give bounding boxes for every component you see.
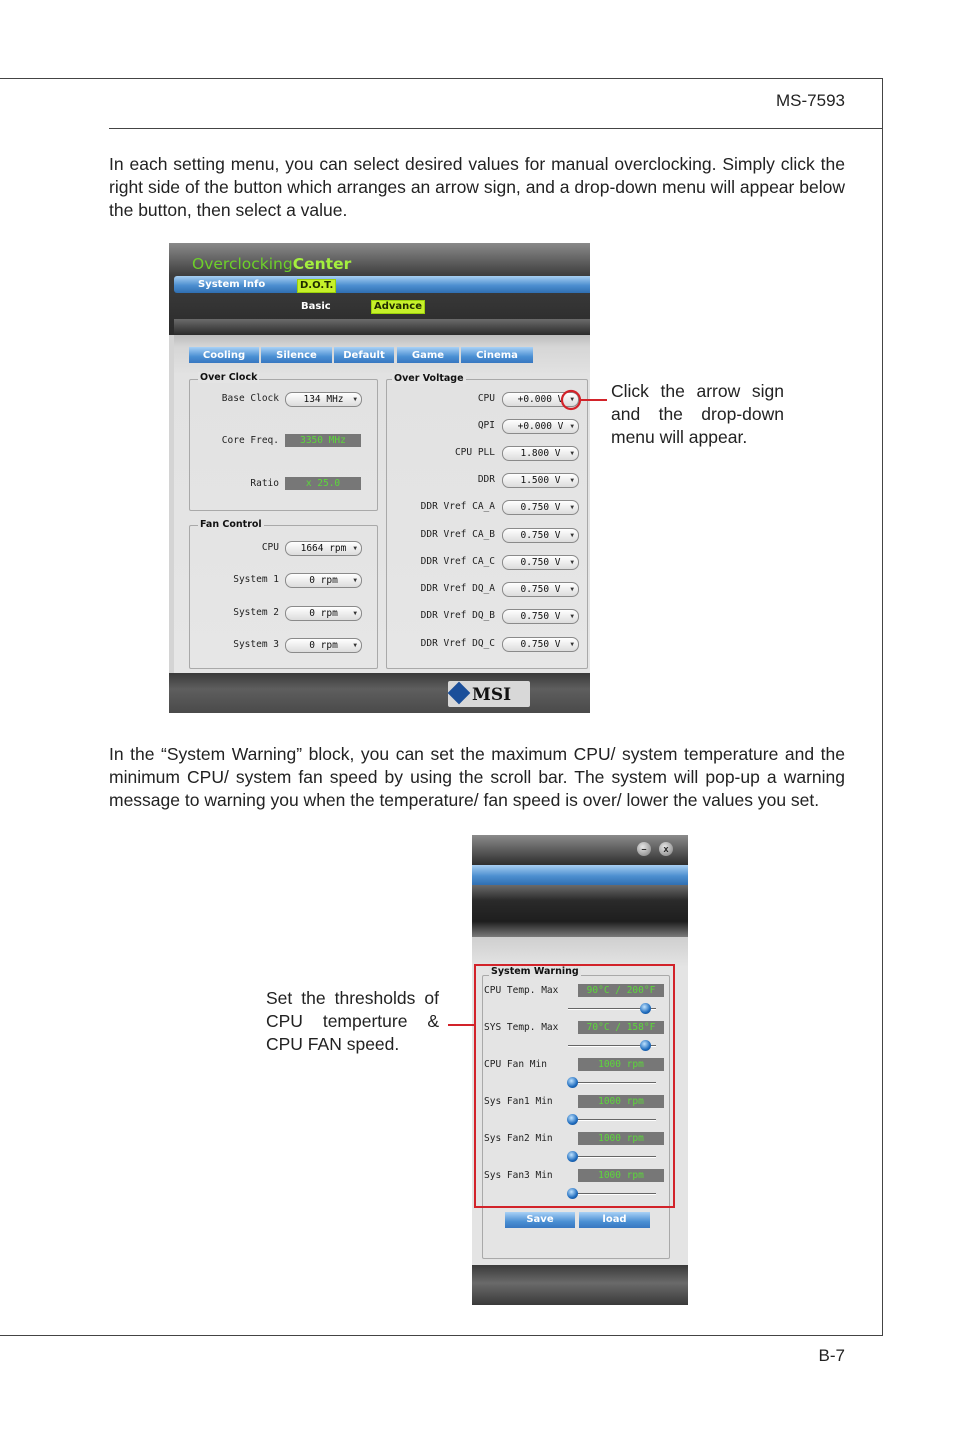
- oc-subbar: [174, 319, 590, 335]
- tab-cooling[interactable]: Cooling: [189, 347, 259, 363]
- callout2-highlight-box: [474, 964, 675, 1208]
- right-rule: [882, 78, 883, 1336]
- sw-titlebar: [472, 835, 688, 865]
- chevron-down-icon[interactable]: ▼: [570, 586, 574, 593]
- callout-dropdown-hint: Click the arrow sign and the drop-down menu will appear.: [611, 381, 784, 447]
- volt-ddr-vref-dq-b-value: 0.750 V: [520, 611, 561, 622]
- volt-ddr-vref-ca-b-label: DDR Vref CA_B: [420, 529, 495, 540]
- volt-cpu-pll-label: CPU PLL: [454, 447, 495, 458]
- chevron-down-icon[interactable]: ▼: [570, 559, 574, 566]
- fan-cpu-dropdown[interactable]: [285, 541, 362, 556]
- sw-nav-bar: [472, 865, 688, 885]
- subnav-advance[interactable]: Advance: [371, 300, 425, 314]
- chevron-down-icon[interactable]: ▼: [570, 396, 574, 403]
- fan-system2-dropdown[interactable]: [285, 606, 362, 621]
- volt-cpu-pll-value: 1.800 V: [520, 448, 561, 459]
- volt-ddr-vref-ca-c-label: DDR Vref CA_C: [420, 556, 495, 567]
- minimize-button[interactable]: –: [637, 842, 651, 856]
- sw-sub-bar: [472, 885, 688, 937]
- oc-title-part2: Center: [292, 255, 352, 273]
- core-freq-label: Core Freq.: [221, 435, 279, 446]
- volt-qpi-dropdown[interactable]: [502, 419, 579, 434]
- volt-cpu-label: CPU: [477, 393, 495, 404]
- callout-threshold-hint: Set the thresholds of CPU temperture & CPU FAN speed.: [266, 988, 439, 1054]
- nav-dot[interactable]: D.O.T.: [297, 279, 336, 293]
- warning-row-readout: 90°C / 200°F: [578, 984, 664, 997]
- base-clock-dropdown[interactable]: [285, 392, 362, 407]
- volt-qpi-value: +0.000 V: [517, 421, 564, 432]
- warning-row-label: Sys Fan1 Min: [484, 1096, 553, 1107]
- warning-row-label: Sys Fan3 Min: [484, 1170, 553, 1181]
- paragraph-dropdown-instructions: In each setting menu, you can select desired values for manual overclocking. Simply click the right side of the button which arranges an arrow sign, and a drop-down menu will appear below the button, then select a value.: [109, 154, 845, 220]
- volt-ddr-vref-dq-b-dropdown[interactable]: [502, 609, 579, 624]
- volt-ddr-vref-ca-a-dropdown[interactable]: [502, 500, 579, 515]
- fan-system3-value: 0 rpm: [309, 640, 338, 651]
- volt-cpu-pll-dropdown[interactable]: [502, 446, 579, 461]
- volt-ddr-vref-ca-a-value: 0.750 V: [520, 502, 561, 513]
- oc-title-part1: Overclocking: [192, 255, 293, 273]
- volt-qpi-label: QPI: [477, 420, 495, 431]
- header-rule: [109, 128, 883, 129]
- save-button[interactable]: Save: [505, 1212, 575, 1228]
- chevron-down-icon[interactable]: ▼: [570, 450, 574, 457]
- chevron-down-icon[interactable]: ▼: [570, 423, 574, 430]
- chevron-down-icon[interactable]: ▼: [570, 641, 574, 648]
- chevron-down-icon[interactable]: ▼: [353, 642, 357, 649]
- warning-row-label: Sys Fan2 Min: [484, 1133, 553, 1144]
- sw-footer-bar: [472, 1265, 688, 1305]
- volt-ddr-vref-dq-a-value: 0.750 V: [520, 584, 561, 595]
- volt-ddr-vref-ca-c-value: 0.750 V: [520, 557, 561, 568]
- top-rule: [0, 78, 882, 79]
- chevron-down-icon[interactable]: ▼: [353, 577, 357, 584]
- volt-ddr-dropdown[interactable]: [502, 473, 579, 488]
- chevron-down-icon[interactable]: ▼: [353, 396, 357, 403]
- tab-default[interactable]: Default: [334, 347, 394, 363]
- base-clock-value: 134 MHz: [303, 394, 344, 405]
- volt-ddr-vref-dq-c-dropdown[interactable]: [502, 637, 579, 652]
- volt-ddr-vref-ca-b-value: 0.750 V: [520, 530, 561, 541]
- volt-ddr-vref-dq-a-label: DDR Vref DQ_A: [420, 583, 495, 594]
- chevron-down-icon[interactable]: ▼: [570, 613, 574, 620]
- volt-cpu-value: +0.000 V: [517, 394, 564, 405]
- chevron-down-icon[interactable]: ▼: [353, 545, 357, 552]
- warning-row-readout: 1000 rpm: [578, 1132, 664, 1145]
- warning-row-label: CPU Fan Min: [484, 1059, 547, 1070]
- fan-system1-value: 0 rpm: [309, 575, 338, 586]
- volt-ddr-vref-ca-b-dropdown[interactable]: [502, 528, 579, 543]
- volt-ddr-vref-dq-a-dropdown[interactable]: [502, 582, 579, 597]
- load-button[interactable]: load: [579, 1212, 650, 1228]
- warning-row-readout: 1000 rpm: [578, 1058, 664, 1071]
- paragraph-system-warning: In the “System Warning” block, you can set the maximum CPU/ system temperature and the minimum CPU/ system fan speed by using the scroll bar. The system will pop-up a warning message to warning you when the temperature/ fan speed is over/ lower the values you set.: [109, 744, 845, 810]
- fan-system1-label: System 1: [233, 574, 279, 585]
- tab-cinema[interactable]: Cinema: [461, 347, 533, 363]
- fan-system2-value: 0 rpm: [309, 608, 338, 619]
- overclocking-center-window: [169, 243, 590, 713]
- volt-ddr-vref-dq-c-label: DDR Vref DQ_C: [420, 638, 495, 649]
- warning-row-label: SYS Temp. Max: [484, 1022, 559, 1033]
- close-button[interactable]: x: [659, 842, 673, 856]
- over-clock-label: Over Clock: [200, 372, 258, 383]
- nav-system-info[interactable]: System Info: [198, 279, 266, 290]
- bottom-rule: [0, 1335, 883, 1336]
- fan-system3-label: System 3: [233, 639, 279, 650]
- volt-ddr-vref-ca-c-dropdown[interactable]: [502, 555, 579, 570]
- tab-game[interactable]: Game: [397, 347, 459, 363]
- system-warning-label: System Warning: [491, 966, 579, 977]
- volt-ddr-vref-dq-c-value: 0.750 V: [520, 639, 561, 650]
- ratio-label: Ratio: [250, 478, 279, 489]
- fan-system1-dropdown[interactable]: [285, 573, 362, 588]
- tab-silence[interactable]: Silence: [261, 347, 332, 363]
- volt-ddr-vref-ca-a-label: DDR Vref CA_A: [420, 501, 495, 512]
- msi-logo: [448, 681, 530, 707]
- volt-ddr-label: DDR: [477, 474, 495, 485]
- ratio-readout: x 25.0: [285, 477, 361, 490]
- volt-ddr-vref-dq-b-label: DDR Vref DQ_B: [420, 610, 495, 621]
- warning-row-label: CPU Temp. Max: [484, 985, 559, 996]
- page-number: B-7: [818, 1346, 845, 1365]
- msi-logo-text: MSI: [472, 685, 512, 705]
- callout1-pointer: [555, 385, 615, 415]
- fan-cpu-label: CPU: [261, 542, 279, 553]
- fan-cpu-value: 1664 rpm: [300, 543, 347, 554]
- callout2-line: [448, 1024, 475, 1026]
- chevron-down-icon[interactable]: ▼: [570, 532, 574, 539]
- core-freq-readout: 3350 MHz: [285, 434, 361, 447]
- chevron-down-icon[interactable]: ▼: [353, 610, 357, 617]
- warning-row-readout: 70°C / 158°F: [578, 1021, 664, 1034]
- fan-control-label: Fan Control: [200, 519, 262, 530]
- warning-row-readout: 1000 rpm: [578, 1169, 664, 1182]
- volt-ddr-value: 1.500 V: [520, 475, 561, 486]
- warning-row-readout: 1000 rpm: [578, 1095, 664, 1108]
- fan-system3-dropdown[interactable]: [285, 638, 362, 653]
- chevron-down-icon[interactable]: ▼: [570, 477, 574, 484]
- chevron-down-icon[interactable]: ▼: [570, 504, 574, 511]
- fan-system2-label: System 2: [233, 607, 279, 618]
- subnav-basic[interactable]: Basic: [301, 301, 331, 312]
- base-clock-label: Base Clock: [221, 393, 279, 404]
- over-voltage-label: Over Voltage: [394, 373, 464, 384]
- model-number: MS-7593: [776, 91, 845, 110]
- oc-app-title: [192, 255, 351, 273]
